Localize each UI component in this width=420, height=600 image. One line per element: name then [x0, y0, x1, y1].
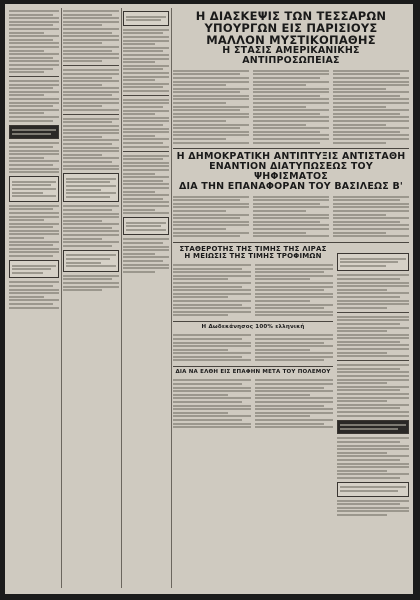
- headline-stability-1: ΣΤΑΘΕΡΟΤΗΣ ΤΗΣ ΤΙΜΗΣ ΤΗΣ ΛΙΡΑΣ: [179, 244, 327, 253]
- column-2-ad: [63, 250, 119, 272]
- column-2: [63, 8, 119, 293]
- newspaper-page: [5, 4, 413, 594]
- column-3-box: [123, 217, 169, 235]
- headline-democratic-2: ΕΝΑΝΤΙΟΝ ΔΙΑΤΥΠΩΣΕΩΣ ΤΟΥ ΨΗΦΙΣΜΑΤΟΣ: [209, 161, 373, 183]
- right-sidebar: [337, 250, 409, 518]
- headline-stability-2: Η ΜΕΙΩΣΙΣ ΤΗΣ ΤΙΜΗΣ ΤΡΟΦΙΜΩΝ: [184, 252, 322, 261]
- column-3: [123, 8, 169, 275]
- column-1-ad: [9, 260, 59, 278]
- main-headline-1: Η ΔΙΑΣΚΕΨΙΣ ΤΩΝ ΤΕΣΣΑΡΩΝ ΥΠΟΥΡΓΩΝ ΕΙΣ ΠΑΡΙΣΙΟΥΣ: [195, 9, 387, 36]
- main-headline-2: ΜΑΛΛΟΝ ΜΥΣΤΙΚΟΠΑΘΗΣ: [206, 33, 376, 48]
- sidebar-dark-box: [337, 420, 409, 435]
- headline-democratic-1: Η ΔΗΜΟΚΡΑΤΙΚΗ ΑΝΤΙΠΤΥΞΙΣ ΑΝΤΙΣΤΑΘΗ: [176, 151, 406, 163]
- sidebar-box-1: [337, 253, 409, 271]
- column-1-dark-notice: [9, 125, 59, 140]
- column-1-box: [9, 176, 59, 202]
- column-2-box: [63, 173, 119, 202]
- democratic-headline: [173, 152, 409, 192]
- headline-democratic-3: ΔΙΑ ΤΗΝ ΕΠΑΝΑΦΟΡΑΝ ΤΟΥ ΒΑΣΙΛΕΩΣ Β': [178, 181, 404, 193]
- headline-dodecanese: Η Δωδεκάνησος 100% ελληνική: [201, 323, 305, 330]
- column-1-text: [9, 10, 59, 73]
- sidebar-box-2: [337, 482, 409, 497]
- democratic-story-columns: [173, 194, 409, 239]
- headline-contact: ΔΙΑ ΝΑ ΕΛΘΗ ΕΙΣ ΕΠΑΦΗΝ ΜΕΤΑ ΤΟΥ ΠΟΛΕΜΟΥ: [175, 369, 331, 376]
- lead-story-columns: [173, 68, 409, 145]
- column-1: [9, 8, 59, 311]
- masthead-headline: [173, 10, 409, 66]
- stability-story: [173, 246, 333, 430]
- column-3-heading-box: [123, 11, 169, 26]
- main-headline-3: Η ΣΤΑΣΙΣ ΑΜΕΡΙΚΑΝΙΚΗΣ ΑΝΤΙΠΡΟΣΩΠΕΙΑΣ: [222, 45, 360, 67]
